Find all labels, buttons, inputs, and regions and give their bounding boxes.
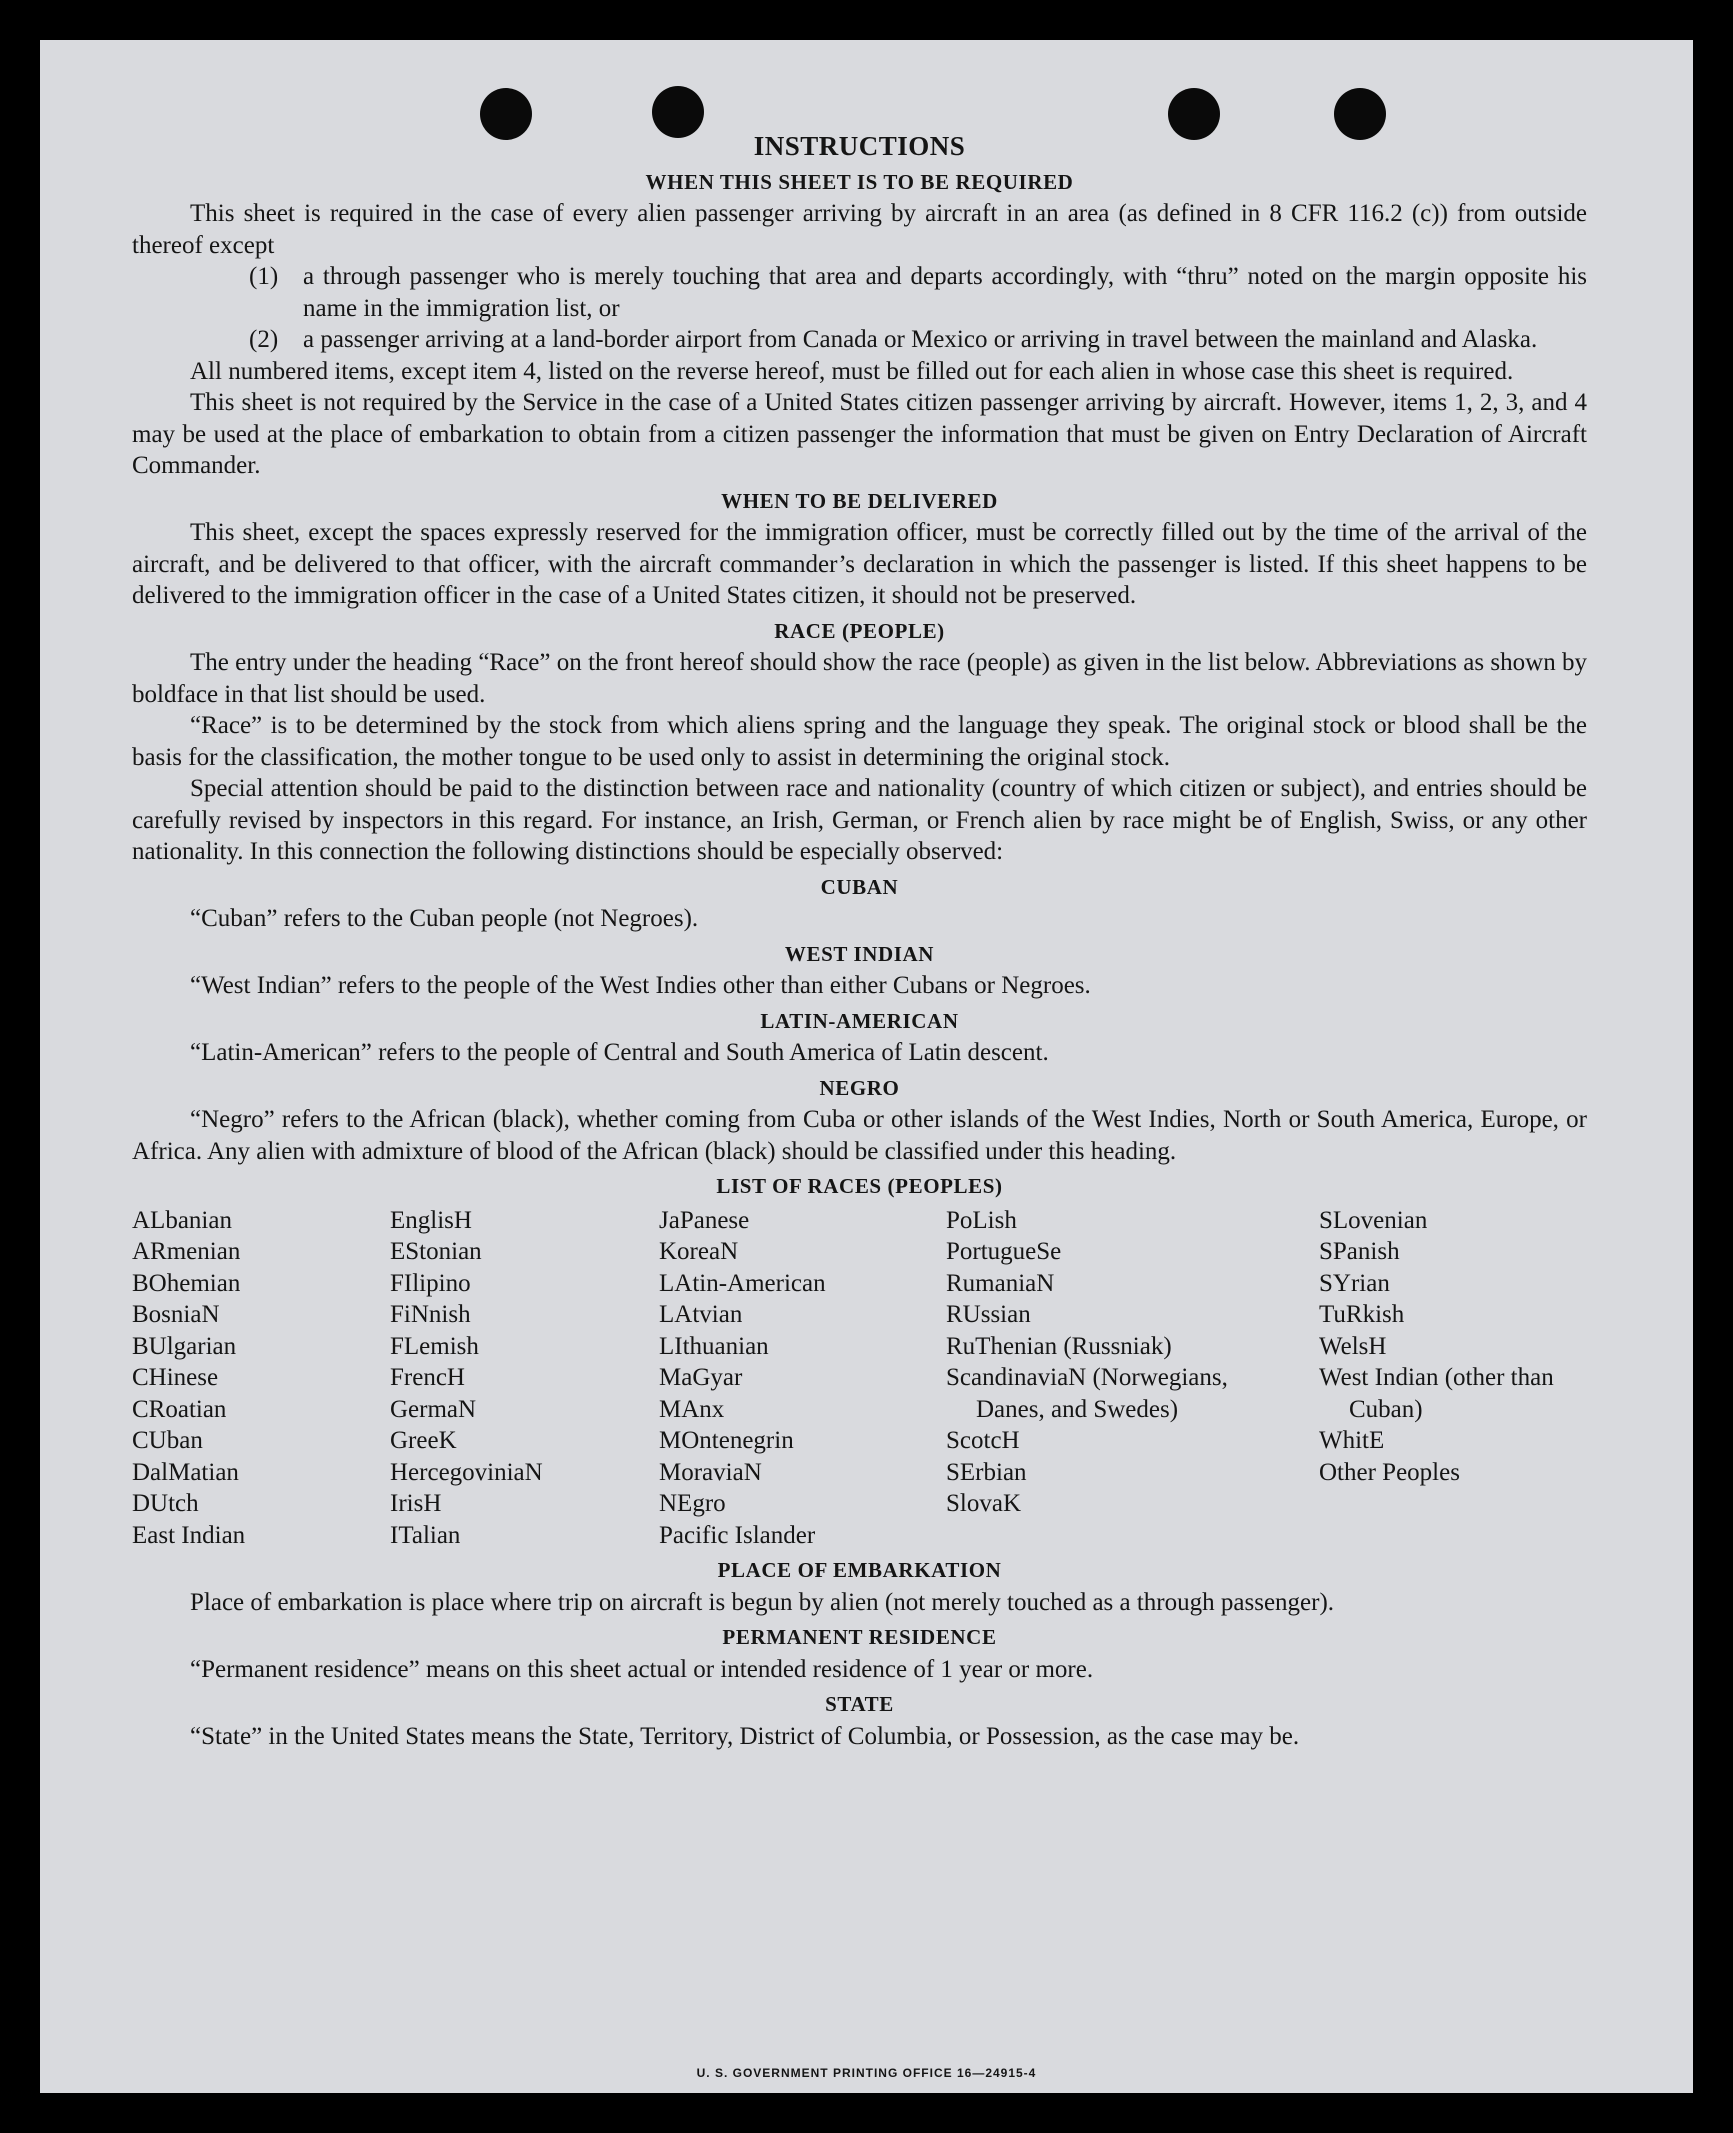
race-item: FLemish (390, 1332, 479, 1360)
race-item: MOntenegrin (659, 1427, 794, 1454)
race-item: NEgro (659, 1490, 726, 1517)
section-heading: LATIN-AMERICAN (760, 1008, 959, 1033)
race-item: DUtch (132, 1490, 199, 1517)
document-body (132, 131, 1587, 1752)
race-item: PortugueSe (946, 1238, 1062, 1265)
race-item: ARmenian (132, 1238, 241, 1265)
race-item: EStonian (390, 1238, 482, 1265)
section-heading: RACE (PEOPLE) (774, 618, 945, 643)
section-heading: STATE (825, 1692, 894, 1716)
section-heading: PLACE OF EMBARKATION (717, 1558, 1002, 1582)
races-column (659, 1205, 946, 1552)
race-item: IrisH (390, 1490, 442, 1517)
race-item: SlovaK (946, 1490, 1021, 1517)
section-heading: PERMANENT RESIDENCE (722, 1625, 997, 1649)
race-item: BosniaN (132, 1301, 220, 1328)
paragraph: This sheet is not required by the Service in the case of a United States citizen passenger arriving by aircraft. However, items 1, 2, 3, and 4 may be used at the place of embarkation to obtain from a citizen passenger the information that must be given on Entry Declaration of Aircraft Commander. (132, 389, 1587, 479)
race-item: MoraviaN (659, 1458, 762, 1486)
section-heading: WEST INDIAN (784, 941, 935, 966)
race-item: ITalian (390, 1521, 461, 1549)
item-text: a passenger arriving at a land-border airport from Canada or Mexico or arriving in travel between the mainland and Alaska. (303, 326, 1538, 353)
race-item: MAnx (659, 1395, 725, 1423)
race-item: West Indian (other than Cuban) (1319, 1364, 1554, 1423)
paragraph: This sheet is required in the case of every alien passenger arriving by aircraft in an area (as defined in 8 CFR 116.2 (c)) from outside thereof except (132, 200, 1587, 259)
race-item: FIlipino (390, 1269, 471, 1297)
race-item: HercegoviniaN (390, 1458, 543, 1486)
race-item: GermaN (390, 1395, 477, 1423)
races-list (132, 1205, 1587, 1552)
race-item: LAtvian (659, 1301, 743, 1328)
printer-imprint: U. S. GOVERNMENT PRINTING OFFICE 16—24915-4 (696, 2066, 1037, 2080)
paragraph: All numbered items, except item 4, listed on the reverse hereof, must be filled out for each alien in whose case this sheet is required. (190, 357, 1514, 385)
races-column (946, 1205, 1319, 1552)
race-item: RumaniaN (946, 1269, 1055, 1297)
race-item: PoLish (946, 1206, 1017, 1234)
paragraph: “State” in the United States means the State, Territory, District of Columbia, or Possession, as the case may be. (190, 1722, 1300, 1750)
race-item: BUlgarian (132, 1332, 237, 1360)
race-item: RUssian (946, 1301, 1031, 1328)
item-text: a through passenger who is merely touching that area and departs accordingly, with “thru” noted on the margin opposite his name in the immigration list, or (303, 263, 1587, 322)
race-item: SPanish (1319, 1238, 1400, 1265)
paragraph: “Cuban” refers to the Cuban people (not Negroes). (190, 905, 699, 932)
race-item: ALbanian (132, 1206, 232, 1234)
race-item: Pacific Islander (659, 1521, 816, 1549)
race-item: FiNnish (390, 1301, 471, 1328)
race-item: BOhemian (132, 1269, 241, 1297)
paragraph: Place of embarkation is place where trip on aircraft is begun by alien (not merely touched as a through passenger). (190, 1588, 1335, 1616)
race-item: LAtin-American (659, 1269, 826, 1297)
race-item: Other Peoples (1319, 1458, 1460, 1486)
race-item: GreeK (390, 1427, 457, 1454)
paragraph: This sheet, except the spaces expressly reserved for the immigration officer, must be correctly filled out by the time of the arrival of the aircraft, and be delivered to that officer, with the aircraft commander’s declaration in which the passenger is listed. If this sheet happens to be delivered to the immigration officer in the case of a United States citizen, it should not be preserved. (132, 519, 1587, 609)
race-item: CRoatian (132, 1395, 227, 1423)
section-heading: WHEN TO BE DELIVERED (721, 488, 998, 513)
paragraph: Special attention should be paid to the distinction between race and nationality (country of which citizen or subject), and entries should be carefully revised by inspectors in this regard. For instance, an Irish, German, or French alien by race might be of English, Swiss, or any other nationality. In this connection the following distinctions should be especially observed: (132, 775, 1587, 865)
race-item: ScotcH (946, 1427, 1020, 1454)
race-item: CHinese (132, 1364, 219, 1391)
race-item: KoreaN (659, 1238, 739, 1265)
race-item: East Indian (132, 1521, 246, 1549)
paragraph: “Permanent residence” means on this sheet actual or intended residence of 1 year or more. (190, 1655, 1094, 1683)
race-item: SLovenian (1319, 1206, 1428, 1234)
race-item: WhitE (1319, 1427, 1385, 1454)
section-heading: WHEN THIS SHEET IS TO BE REQUIRED (645, 169, 1074, 194)
race-item: WelsH (1319, 1332, 1387, 1360)
race-item: SErbian (946, 1458, 1027, 1486)
race-item: SYrian (1319, 1269, 1390, 1297)
list-item (132, 324, 1587, 356)
paragraph: “Latin-American” refers to the people of Central and South America of Latin descent. (190, 1039, 1049, 1066)
document-page (40, 40, 1693, 2093)
paragraph: “Race” is to be determined by the stock from which aliens spring and the language they speak. The original stock or blood shall be the basis for the classification, the mother tongue to be used only to assist in determining the original stock. (132, 712, 1587, 771)
item-number: (2) (249, 326, 279, 353)
paragraph: The entry under the heading “Race” on the front hereof should show the race (people) as given in the list below. Abbreviations as shown by boldface in that list should be used. (132, 649, 1587, 708)
races-column (390, 1205, 659, 1552)
races-column (132, 1205, 390, 1552)
section-heading: CUBAN (820, 874, 899, 899)
item-number: (1) (249, 263, 279, 290)
race-item: TuRkish (1319, 1301, 1405, 1328)
races-column (1319, 1205, 1587, 1552)
race-item: RuThenian (Russniak) (946, 1332, 1172, 1360)
page-title: INSTRUCTIONS (753, 131, 966, 161)
race-item: ScandinaviaN (Norwegians, Danes, and Swedes) (946, 1364, 1228, 1423)
section-heading: NEGRO (819, 1075, 900, 1100)
race-item: EnglisH (390, 1206, 472, 1234)
race-item: JaPanese (659, 1206, 750, 1234)
race-item: MaGyar (659, 1364, 743, 1391)
section-heading: LIST OF RACES (PEOPLES) (716, 1174, 1003, 1198)
race-item: DalMatian (132, 1458, 239, 1486)
race-item: FrencH (390, 1364, 465, 1391)
race-item: LIthuanian (659, 1332, 769, 1360)
paragraph: “West Indian” refers to the people of the West Indies other than either Cubans or Negroes. (190, 972, 1091, 999)
list-item (132, 261, 1587, 324)
paragraph: “Negro” refers to the African (black), whether coming from Cuba or other islands of the West Indies, North or South America, Europe, or Africa. Any alien with admixture of blood of the African (black) should be classified under this heading. (132, 1106, 1587, 1165)
race-item: CUban (132, 1427, 203, 1454)
